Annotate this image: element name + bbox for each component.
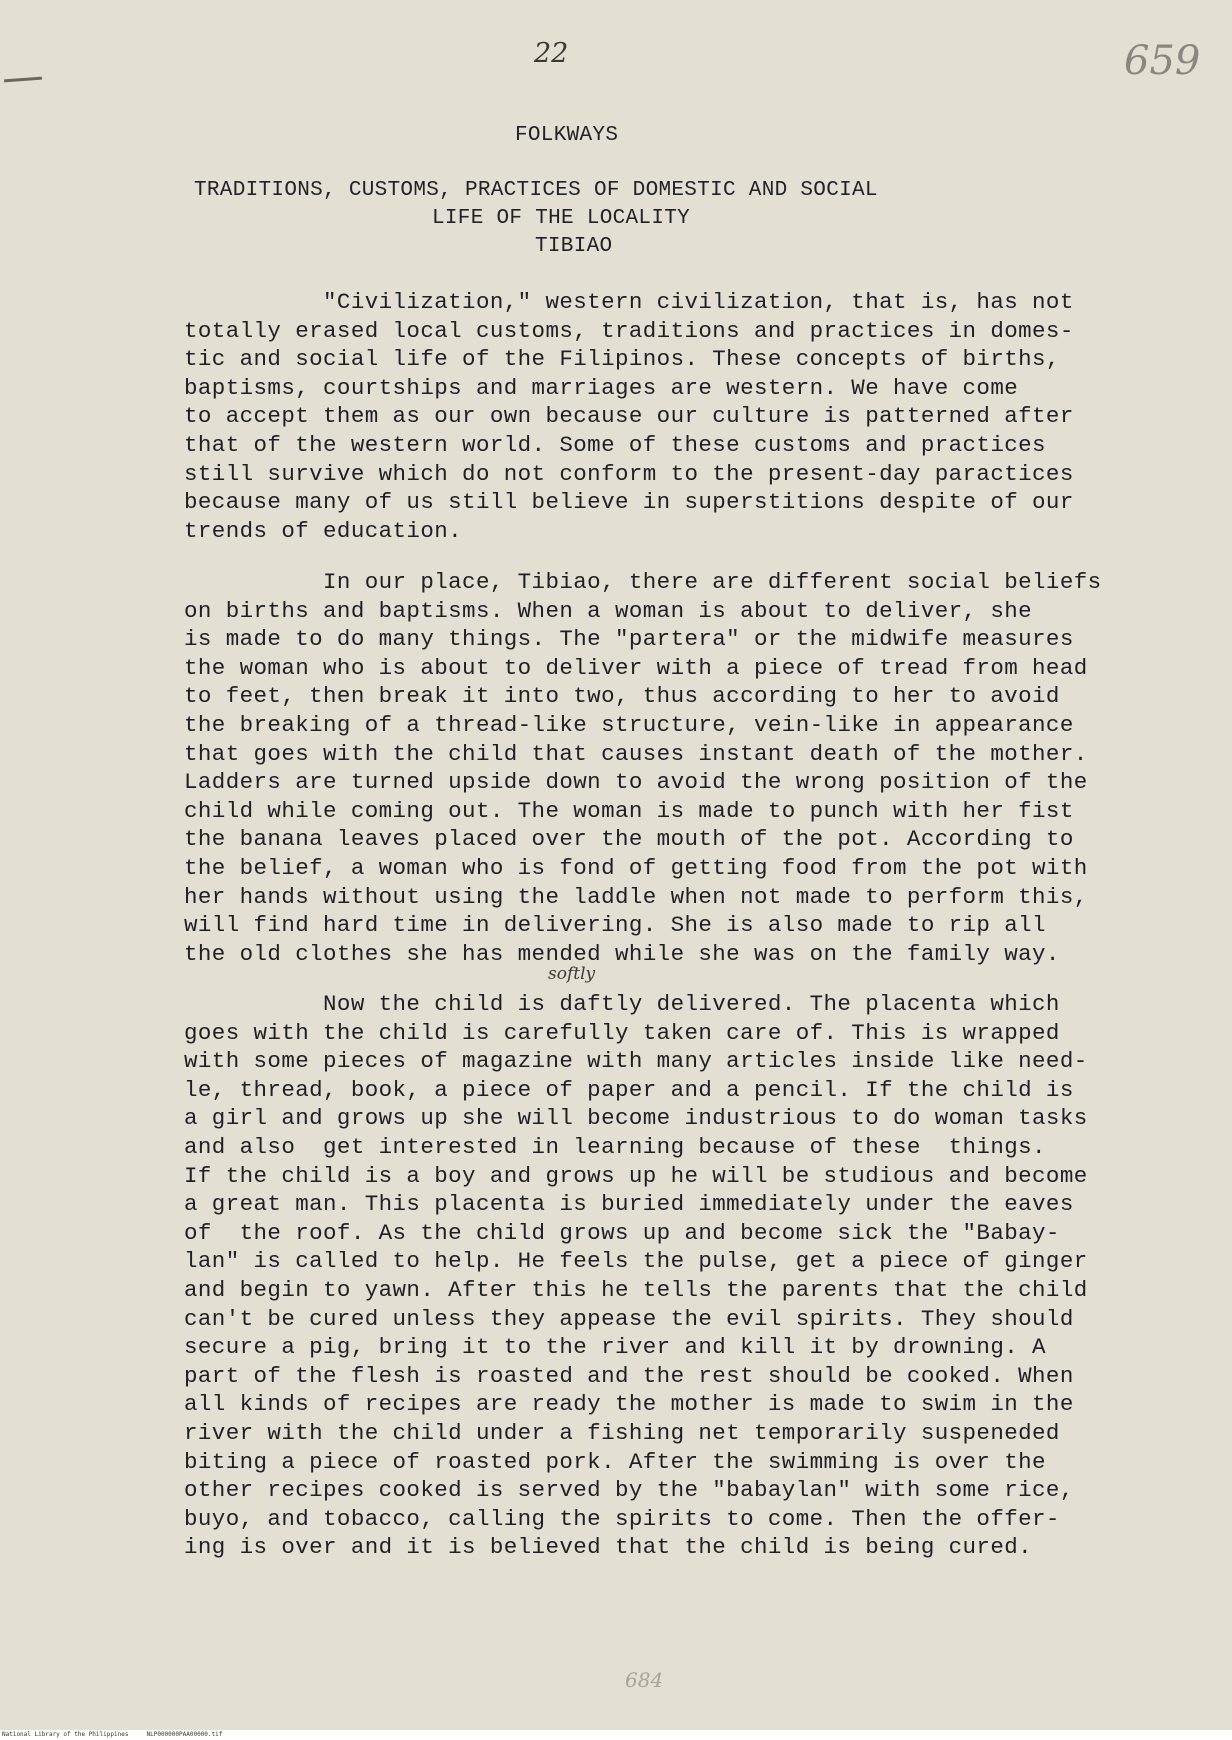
paragraph-2 — [184, 568, 1102, 968]
text-line: her hands without using the laddle when not made to perform this, — [184, 883, 1088, 910]
text-line: the belief, a woman who is fond of getting food from the pot with — [184, 854, 1088, 881]
text-line: biting a piece of roasted pork. After the swimming is over the — [184, 1448, 1046, 1475]
subtitle-line-3: TIBIAO — [535, 235, 613, 258]
text-line: with some pieces of magazine with many articles inside like need- — [184, 1048, 1088, 1075]
text-line: lan" is called to help. He feels the pulse, get a piece of ginger — [184, 1248, 1088, 1275]
text-line: ing is over and it is believed that the child is being cured. — [184, 1534, 1033, 1561]
margin-mark — [4, 77, 42, 83]
text-line: le, thread, book, a piece of paper and a pencil. If the child is — [184, 1076, 1074, 1103]
text-line: trends of education. — [184, 517, 463, 544]
text-line: the banana leaves placed over the mouth of the pot. According to — [184, 826, 1074, 853]
text-line: a great man. This placenta is buried immediately under the eaves — [184, 1191, 1074, 1218]
text-line: all kinds of recipes are ready the mother is made to swim in the — [184, 1391, 1074, 1418]
text-line: goes with the child is carefully taken care of. This is wrapped — [184, 1019, 1060, 1046]
text-line: to accept them as our own because our culture is patterned after — [184, 403, 1074, 430]
text-line: "Civilization," western civilization, that is, has not — [184, 289, 1074, 315]
scan-footer: National Library of the Philippines NLP000000PAA00000.tif — [0, 1730, 1232, 1740]
text-line: the old clothes she has mended while she was on the family way. — [184, 940, 1060, 967]
text-line: because many of us still believe in superstitions despite of our — [184, 489, 1074, 516]
handwritten-page-number: 22 — [534, 38, 569, 69]
handwritten-corner-number: 659 — [1124, 38, 1201, 84]
text-line: can't be cured unless they appease the evil spirits. They should — [184, 1305, 1074, 1332]
subtitle-line-2: LIFE OF THE LOCALITY — [432, 207, 691, 230]
text-line: other recipes cooked is served by the "babaylan" with some rice, — [184, 1477, 1074, 1504]
text-line: buyo, and tobacco, calling the spirits to come. Then the offer- — [184, 1505, 1060, 1532]
text-line: that of the western world. Some of these customs and practices — [184, 431, 1046, 458]
text-line: In our place, Tibiao, there are different social beliefs — [184, 569, 1102, 595]
text-line: secure a pig, bring it to the river and kill it by drowning. A — [184, 1334, 1046, 1361]
text-line: Ladders are turned upside down to avoid the wrong position of the — [184, 769, 1088, 796]
text-line: a girl and grows up she will become industrious to do woman tasks — [184, 1105, 1088, 1132]
text-line: baptisms, courtships and marriages are western. We have come — [184, 374, 1019, 401]
text-line: part of the flesh is roasted and the rest should be cooked. When — [184, 1362, 1074, 1389]
paragraph-1 — [184, 288, 1084, 545]
text-line: river with the child under a fishing net temporarily suspeneded — [184, 1419, 1060, 1446]
text-line: of the roof. As the child grows up and become sick the "Babay- — [184, 1219, 1060, 1246]
text-line: to feet, then break it into two, thus according to her to avoid — [184, 683, 1060, 710]
text-line: child while coming out. The woman is made to punch with her fist — [184, 797, 1074, 824]
document-title: FOLKWAYS — [515, 124, 619, 147]
text-line: the woman who is about to deliver with a piece of tread from head — [184, 654, 1088, 681]
text-line: will find hard time in delivering. She is also made to rip all — [184, 912, 1046, 939]
text-line: Now the child is daftly delivered. The placenta which — [184, 991, 1060, 1017]
text-line: and also get interested in learning because of these things. — [184, 1133, 1046, 1160]
subtitle-line-1: TRADITIONS, CUSTOMS, PRACTICES OF DOMESTIC AND SOCIAL — [194, 179, 878, 202]
text-line: on births and baptisms. When a woman is about to deliver, she — [184, 597, 1033, 624]
text-line: the breaking of a thread-like structure, vein-like in appearance — [184, 711, 1074, 738]
text-line: If the child is a boy and grows up he will be studious and become — [184, 1162, 1088, 1189]
text-line: that goes with the child that causes instant death of the mother. — [184, 740, 1088, 767]
text-line: and begin to yawn. After this he tells the parents that the child — [184, 1276, 1088, 1303]
paragraph-3 — [184, 990, 1088, 1562]
handwritten-bottom-number: 684 — [625, 1668, 664, 1692]
text-line: still survive which do not conform to the present-day paractices — [184, 460, 1074, 487]
text-line: totally erased local customs, traditions and practices in domes- — [184, 317, 1074, 344]
handwritten-correction: softly — [548, 964, 596, 984]
text-line: tic and social life of the Filipinos. These concepts of births, — [184, 346, 1060, 373]
text-line: is made to do many things. The "partera" or the midwife measures — [184, 626, 1074, 653]
